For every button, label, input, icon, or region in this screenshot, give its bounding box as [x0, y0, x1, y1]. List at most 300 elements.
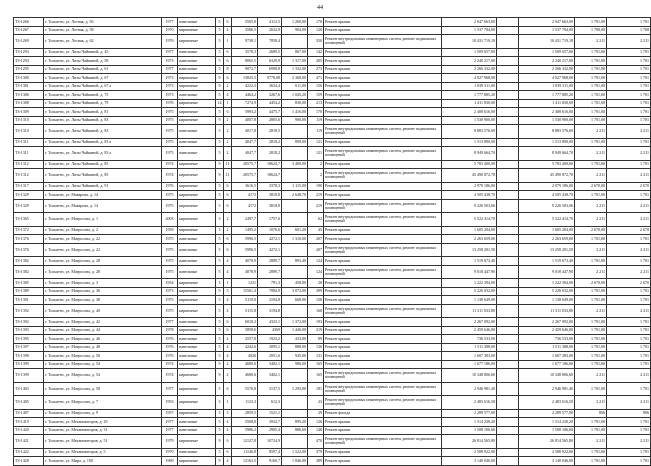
cell-wall-material: кирпичные — [178, 191, 216, 200]
cell-row-id: ТЗ-1365 — [14, 213, 44, 227]
cell-address: г. Тольятти, ул. Лизы Чайкиной, д. 85 — [44, 160, 162, 169]
cell-wall-material: кирпичные — [178, 457, 216, 466]
cell-owners-cost: 4 027 968,00 — [519, 74, 575, 83]
cell-living-area: 2985,4 — [258, 426, 282, 435]
cell-work-type: Ремонт крыши — [324, 426, 442, 435]
cell-roof-area — [282, 147, 308, 161]
cell-wall-material: панельные — [178, 48, 216, 57]
cell-unit-cost: 1 701,00 — [575, 382, 607, 396]
cell-total-area: 4017,8 — [232, 125, 258, 139]
cell-row-id: ТЗ-1428 — [14, 457, 44, 466]
cell-row-id: ТЗ-1420 — [14, 426, 44, 435]
cell-owners-cost: 45 490 872,78 — [519, 169, 575, 183]
cell-address: г. Тольятти, ул. Матросова, д. 22 — [44, 243, 162, 257]
cell-living-area: 3402,1 — [258, 360, 282, 369]
cell-row-id: ТЗ-1385 — [14, 279, 44, 288]
cell-owners-cost: 1 039 311,00 — [519, 82, 575, 91]
cell-work-type: Ремонт крыши — [324, 448, 442, 457]
cell-row-id: ТЗ-1306 — [14, 91, 44, 100]
cell-owners-cost: 2 979 186,00 — [519, 182, 575, 191]
cell-wall-material: кирпичные — [178, 435, 216, 449]
cell-total-area: 9072,7 — [232, 65, 258, 74]
cell-floors: 5 — [216, 426, 224, 435]
cell-unit-cost: 1 701,00 — [575, 48, 607, 57]
cell-living-area: 7084,9 — [258, 287, 282, 296]
cell-work-type: Ремонт крыши — [324, 82, 442, 91]
cell-floors: 9 — [216, 116, 224, 125]
table-row — [14, 99, 651, 108]
cell-build-year: 1975 — [162, 243, 178, 257]
cell-wall-material: кирпичные — [178, 279, 216, 288]
cell-address: г. Тольятти, ул. Механизаторов, д. 51 — [44, 435, 162, 449]
cell-unit-cost: 1 700,00 — [575, 26, 607, 35]
cell-wall-material: кирпичные — [178, 213, 216, 227]
cell-roof-area: 830,00 — [282, 99, 308, 108]
cell-fund-cost — [497, 418, 519, 427]
cell-owners-cost: 2 408 616,00 — [519, 108, 575, 117]
cell-total-cost: 2 240 217,00 — [442, 57, 497, 66]
cell-unit-cost: 2 211 — [575, 213, 607, 227]
cell-living-area: 3378,3 — [258, 182, 282, 191]
cell-owners-cost: 2 289 577,00 — [519, 409, 575, 418]
cell-roof-area: 895,20 — [282, 418, 308, 427]
table-row — [14, 352, 651, 361]
cell-fund-cost — [497, 82, 519, 91]
cell-wall-material: панельные — [178, 147, 216, 161]
cell-wall-material: кирпичные — [178, 116, 216, 125]
cell-max-unit-cost: 1 701 — [607, 360, 651, 369]
table-row — [14, 226, 651, 235]
cell-residents: 136 — [308, 343, 324, 352]
cell-entrances: 6 — [224, 435, 232, 449]
table-row — [14, 457, 651, 466]
cell-owners-cost: 9 018 447,90 — [519, 265, 575, 279]
cell-work-type: Ремонт крыши — [324, 26, 442, 35]
cell-total-cost: 45 490 872,78 — [442, 169, 497, 183]
cell-entrances: 11 — [224, 169, 232, 183]
cell-unit-cost: 1 701,00 — [575, 138, 607, 147]
cell-address: г. Тольятти, ул. Лизы Чайкиной, д. 79 — [44, 99, 162, 108]
cell-floors: 9 — [216, 82, 224, 91]
cell-max-unit-cost: 1 701 — [607, 191, 651, 200]
cell-living-area: 2689,5 — [258, 48, 282, 57]
cell-work-type: Ремонт крыши — [324, 352, 442, 361]
cell-total-area: 6010,2 — [232, 318, 258, 327]
cell-total-area: 12163,5 — [232, 457, 258, 466]
cell-build-year: 1975 — [162, 138, 178, 147]
cell-fund-cost — [497, 457, 519, 466]
cell-row-id: ТЗ-1399 — [14, 360, 44, 369]
cell-max-unit-cost: 806 — [607, 409, 651, 418]
cell-address: г. Тольятти, ул. Матросова, д. 44 — [44, 326, 162, 335]
cell-roof-area: 601,20 — [282, 226, 308, 235]
table-row — [14, 418, 651, 427]
table-row — [14, 287, 651, 296]
cell-work-type: Ремонт крыши — [324, 279, 442, 288]
cell-build-year: 1975 — [162, 199, 178, 213]
cell-wall-material: панельные — [178, 91, 216, 100]
cell-total-cost: 1 509 657,00 — [442, 48, 497, 57]
cell-total-cost: 2 047 663,00 — [442, 18, 497, 27]
cell-fund-cost — [497, 91, 519, 100]
cell-address: г. Тольятти, ул. Лизы Чайкиной, д. 81 — [44, 108, 162, 117]
cell-floors: 5 — [216, 138, 224, 147]
cell-unit-cost: 2 670,00 — [575, 182, 607, 191]
cell-roof-area — [282, 265, 308, 279]
cell-wall-material: кирпичные — [178, 182, 216, 191]
cell-residents: 124 — [308, 265, 324, 279]
cell-unit-cost: 2 211 — [575, 169, 607, 183]
cell-floors: 5 — [216, 125, 224, 139]
cell-max-unit-cost: 1 701 — [607, 160, 651, 169]
cell-wall-material: панельные — [178, 426, 216, 435]
cell-living-area: 2805,6 — [258, 116, 282, 125]
cell-owners-cost: 1 605 204,00 — [519, 226, 575, 235]
cell-total-cost: 2 408 616,00 — [442, 108, 497, 117]
cell-fund-cost — [497, 147, 519, 161]
cell-work-type: Ремонт крыши — [324, 335, 442, 344]
cell-address: г. Тольятти, ул. Лизы Чайкиной, д. 75 — [44, 91, 162, 100]
cell-entrances: 4 — [224, 257, 232, 266]
cell-address: г. Тольятти, ул. Лизы Чайкиной, д. 67 — [44, 74, 162, 83]
cell-residents: 205 — [308, 57, 324, 66]
cell-floors: 9 — [216, 160, 224, 169]
cell-work-type: Ремонт внутридомовых инженерных систем, ремонт подвальных помещений — [324, 382, 442, 396]
cell-wall-material: кирпичные — [178, 169, 216, 183]
cell-owners-cost: 1 777 885,20 — [519, 91, 575, 100]
cell-living-area: 1076,6 — [258, 226, 282, 235]
cell-fund-cost — [497, 369, 519, 383]
cell-owners-cost: 2 266 332,00 — [519, 65, 575, 74]
cell-entrances: 6 — [224, 18, 232, 27]
cell-max-unit-cost: 2 670 — [607, 279, 651, 288]
cell-row-id: ТЗ-1312 — [14, 160, 44, 169]
cell-roof-area: 1 332,00 — [282, 65, 308, 74]
cell-total-cost: 1 222 394,00 — [442, 279, 497, 288]
cell-total-cost: 5 522 414,70 — [442, 213, 497, 227]
cell-roof-area: 1 416,00 — [282, 108, 308, 117]
cell-unit-cost: 1 701,00 — [575, 335, 607, 344]
cell-entrances: 1 — [224, 99, 232, 108]
cell-living-area: 4323,1 — [258, 318, 282, 327]
cell-floors: 9 — [216, 369, 224, 383]
cell-entrances: 2 — [224, 125, 232, 139]
cell-total-area: 1231 — [232, 279, 258, 288]
cell-wall-material: панельные — [178, 318, 216, 327]
cell-residents: 389 — [308, 457, 324, 466]
cell-roof-area: 1 293,00 — [282, 382, 308, 396]
cell-total-cost: 1 039 311,00 — [442, 82, 497, 91]
cell-living-area: 3137,5 — [258, 382, 282, 396]
cell-fund-cost — [497, 18, 519, 27]
cell-address: г. Тольятти, ул. Лизы Чайкиной, д. 83 а — [44, 147, 162, 161]
cell-residents: 126 — [308, 418, 324, 427]
cell-max-unit-cost: 1 701 — [607, 457, 651, 466]
cell-residents: 142 — [308, 48, 324, 57]
cell-residents: 219 — [308, 199, 324, 213]
cell-row-id: ТЗ-1295 — [14, 65, 44, 74]
cell-wall-material: кирпичные — [178, 382, 216, 396]
cell-build-year: 1977 — [162, 426, 178, 435]
cell-entrances: 4 — [224, 26, 232, 35]
cell-row-id: ТЗ-1329 — [14, 199, 44, 213]
cell-floors: 14 — [216, 99, 224, 108]
cell-row-id: ТЗ-1421 — [14, 435, 44, 449]
cell-total-area: 15561,4 — [232, 287, 258, 296]
cell-address: г. Тольятти, ул. Матросова, д. 38 — [44, 296, 162, 305]
cell-total-cost: 1 138 649,00 — [442, 296, 497, 305]
cell-living-area: 791,3 — [258, 279, 282, 288]
cell-work-type: Ремонт крыши — [324, 57, 442, 66]
cell-work-type: Ремонт крыши — [324, 18, 442, 27]
cell-work-type: Ремонт внутридомовых инженерных систем, ремонт подвальных помещений — [324, 199, 442, 213]
cell-total-cost: 1 514 230,20 — [442, 418, 497, 427]
cell-owners-cost: 5 522 414,70 — [519, 213, 575, 227]
cell-owners-cost: 1 537 704,00 — [519, 26, 575, 35]
cell-unit-cost: 2 211 — [575, 147, 607, 161]
cell-address: г. Тольятти, ул. Матросова, д. 36 — [44, 287, 162, 296]
cell-max-unit-cost: 1 701 — [607, 82, 651, 91]
cell-roof-area: 1 317,00 — [282, 57, 308, 66]
cell-floors: 9 — [216, 169, 224, 183]
cell-fund-cost — [497, 396, 519, 410]
cell-total-cost: 2 483 616,50 — [442, 396, 497, 410]
cell-unit-cost: 1 701,00 — [575, 326, 607, 335]
cell-max-unit-cost: 2 211 — [607, 35, 651, 49]
cell-total-cost: 10 431 719,18 — [442, 35, 497, 49]
cell-floors: 5 — [216, 48, 224, 57]
cell-row-id: ТЗ-1294 — [14, 57, 44, 66]
cell-max-unit-cost: 1 701 — [607, 352, 651, 361]
cell-owners-cost: 2 267 092,00 — [519, 318, 575, 327]
table-row — [14, 382, 651, 396]
cell-unit-cost: 1 701,00 — [575, 18, 607, 27]
cell-floors: 3 — [216, 226, 224, 235]
cell-wall-material: кирпичные — [178, 326, 216, 335]
cell-fund-cost — [497, 257, 519, 266]
cell-roof-area: 888,00 — [282, 343, 308, 352]
cell-total-area: 5996,5 — [232, 243, 258, 257]
cell-address: г. Тольятти, ул. Механизаторов, д. 31 — [44, 426, 162, 435]
cell-wall-material: панельные — [178, 125, 216, 139]
table-row — [14, 296, 651, 305]
cell-residents: 379 — [308, 448, 324, 457]
cell-residents: 158 — [308, 296, 324, 305]
cell-unit-cost: 1 701,00 — [575, 82, 607, 91]
cell-residents: 119 — [308, 116, 324, 125]
cell-roof-area: 893,40 — [282, 257, 308, 266]
cell-owners-cost: 1 411 830,00 — [519, 99, 575, 108]
cell-living-area: 2951,6 — [258, 352, 282, 361]
cell-wall-material: панельные — [178, 235, 216, 244]
cell-owners-cost: 3 140 046,00 — [519, 457, 575, 466]
cell-living-area: 8597,4 — [258, 448, 282, 457]
cell-total-cost: 736 533,00 — [442, 335, 497, 344]
cell-build-year: 1973 — [162, 57, 178, 66]
cell-living-area: 3267,6 — [258, 91, 282, 100]
cell-roof-area — [282, 304, 308, 318]
cell-wall-material: панельные — [178, 418, 216, 427]
cell-total-area: 1123,3 — [232, 396, 258, 410]
cell-build-year: 1979 — [162, 435, 178, 449]
cell-wall-material: кирпичные — [178, 160, 216, 169]
cell-owners-cost: 2 240 217,00 — [519, 57, 575, 66]
cell-total-area: 4172 — [232, 199, 258, 213]
cell-owners-cost: 10 431 719,18 — [519, 35, 575, 49]
cell-max-unit-cost: 1 701 — [607, 257, 651, 266]
cell-max-unit-cost: 1 701 — [607, 448, 651, 457]
cell-roof-area: 458,00 — [282, 279, 308, 288]
cell-entrances: 6 — [224, 243, 232, 257]
cell-build-year: 1975 — [162, 296, 178, 305]
cell-fund-cost — [497, 243, 519, 257]
cell-fund-cost — [497, 191, 519, 200]
cell-fund-cost — [497, 426, 519, 435]
cell-residents: 131 — [308, 352, 324, 361]
cell-total-area: 4026 — [232, 352, 258, 361]
cell-work-type: Ремонт крыши — [324, 235, 442, 244]
cell-total-area: 4078,9 — [232, 257, 258, 266]
cell-build-year: 1973 — [162, 287, 178, 296]
cell-owners-cost: 9 226 503,06 — [519, 199, 575, 213]
cell-total-cost: 2 263 659,00 — [442, 235, 497, 244]
cell-row-id: ТЗ-1269 — [14, 35, 44, 49]
cell-total-area: 8065,5 — [232, 57, 258, 66]
cell-total-cost: 1 511 388,00 — [442, 343, 497, 352]
cell-roof-area: 3 400,00 — [282, 160, 308, 169]
cell-address: г. Тольятти, ул. Лизы Чайкиной, д. 91 — [44, 182, 162, 191]
cell-row-id: ТЗ-1403 — [14, 382, 44, 396]
cell-unit-cost: 2 211 — [575, 35, 607, 49]
table-row — [14, 199, 651, 213]
cell-entrances: 3 — [224, 409, 232, 418]
cell-floors: 5 — [216, 326, 224, 335]
cell-floors: 9 — [216, 287, 224, 296]
cell-entrances: 2 — [224, 138, 232, 147]
cell-max-unit-cost: 2 211 — [607, 396, 651, 410]
cell-row-id: ТЗ-1392 — [14, 318, 44, 327]
cell-build-year: 1977 — [162, 65, 178, 74]
cell-residents: 350 — [308, 35, 324, 49]
cell-address: г. Тольятти, ул. Лизы Чайкиной, д. 61 — [44, 65, 162, 74]
cell-owners-cost: 2 588 922,00 — [519, 448, 575, 457]
cell-owners-cost: 1 511 388,00 — [519, 343, 575, 352]
cell-living-area: 6329,9 — [258, 57, 282, 66]
cell-owners-cost: 2 483 616,50 — [519, 396, 575, 410]
cell-total-area: 5986,2 — [232, 426, 258, 435]
cell-row-id: ТЗ-1310 — [14, 116, 44, 125]
cell-total-area: 20575,7 — [232, 169, 258, 183]
cell-wall-material: кирпичные — [178, 74, 216, 83]
cell-owners-cost: 1 138 649,00 — [519, 296, 575, 305]
cell-address: г. Тольятти, ул. Лизы Чайкиной, д. 83 — [44, 116, 162, 125]
cell-floors: 5 — [216, 91, 224, 100]
cell-floors: 3 — [216, 279, 224, 288]
cell-entrances: 6 — [224, 57, 232, 66]
cell-work-type: Ремонт крыши — [324, 287, 442, 296]
cell-max-unit-cost: 2 211 — [607, 304, 651, 318]
cell-wall-material: панельные — [178, 352, 216, 361]
cell-total-area: 5508,8 — [232, 418, 258, 427]
cell-total-area: 11146,8 — [232, 448, 258, 457]
cell-wall-material: кирпичные — [178, 296, 216, 305]
cell-living-area: 3818,8 — [258, 191, 282, 200]
cell-owners-cost: 8 949 664,70 — [519, 147, 575, 161]
cell-work-type: Ремонт крыши — [324, 182, 442, 191]
cell-entrances: 11 — [224, 160, 232, 169]
cell-residents: 121 — [308, 147, 324, 161]
cell-build-year: 1975 — [162, 304, 178, 318]
cell-total-cost: 1 607 383,00 — [442, 352, 497, 361]
cell-floors: 5 — [216, 182, 224, 191]
cell-total-area: 4680,6 — [232, 369, 258, 383]
cell-living-area: 4112,5 — [258, 18, 282, 27]
cell-entrances: 6 — [224, 74, 232, 83]
cell-roof-area: 1 372,00 — [282, 318, 308, 327]
cell-entrances: 4 — [224, 296, 232, 305]
table-row — [14, 243, 651, 257]
cell-roof-area: 1 522,00 — [282, 448, 308, 457]
cell-fund-cost — [497, 57, 519, 66]
cell-roof-area — [282, 243, 308, 257]
cell-total-cost: 11 311 033,80 — [442, 304, 497, 318]
table-row — [14, 426, 651, 435]
cell-max-unit-cost: 1 701 — [607, 91, 651, 100]
cell-work-type: Ремонт крыши — [324, 296, 442, 305]
cell-unit-cost: 1 701,00 — [575, 287, 607, 296]
cell-roof-area — [282, 199, 308, 213]
cell-fund-cost — [497, 296, 519, 305]
cell-owners-cost: 736 533,00 — [519, 335, 575, 344]
cell-total-cost: 1 777 885,20 — [442, 91, 497, 100]
cell-row-id: ТЗ-1398 — [14, 352, 44, 361]
cell-work-type: Ремонт крыши — [324, 99, 442, 108]
cell-total-cost: 13 258 201,50 — [442, 243, 497, 257]
cell-living-area: 4272,1 — [258, 235, 282, 244]
cell-living-area: 612,3 — [258, 396, 282, 410]
cell-row-id: ТЗ-1372 — [14, 226, 44, 235]
cell-build-year: 1973 — [162, 91, 178, 100]
cell-work-type: Ремонт внутридомовых инженерных систем, ремонт подвальных помещений — [324, 265, 442, 279]
cell-residents: 121 — [308, 138, 324, 147]
cell-row-id: ТЗ-1382 — [14, 265, 44, 279]
cell-total-cost: 1 411 830,00 — [442, 99, 497, 108]
cell-residents: 207 — [308, 235, 324, 244]
cell-living-area: 9778,08 — [258, 74, 282, 83]
cell-total-area: 5115,8 — [232, 304, 258, 318]
cell-residents: 170 — [308, 108, 324, 117]
cell-build-year: 1974 — [162, 360, 178, 369]
cell-work-type: Ремонт внутридомовых инженерных систем, ремонт подвальных помещений — [324, 169, 442, 183]
cell-residents: 29 — [308, 409, 324, 418]
cell-total-area: 4047,7 — [232, 138, 258, 147]
cell-fund-cost — [497, 74, 519, 83]
cell-floors: 5 — [216, 35, 224, 49]
cell-floors: 5 — [216, 65, 224, 74]
table-row — [14, 169, 651, 183]
cell-row-id: ТЗ-1399 — [14, 369, 44, 383]
cell-total-cost: 5 226 032,00 — [442, 287, 497, 296]
cell-roof-area: 1 446,00 — [282, 326, 308, 335]
cell-total-area: 4242,6 — [232, 343, 258, 352]
cell-max-unit-cost: 1 701 — [607, 326, 651, 335]
cell-total-cost: 26 814 565,80 — [442, 435, 497, 449]
cell-roof-area: 433,00 — [282, 335, 308, 344]
cell-residents: 181 — [308, 382, 324, 396]
cell-total-cost: 9 226 503,06 — [442, 199, 497, 213]
cell-wall-material: панельные — [178, 343, 216, 352]
cell-entrances: 2 — [224, 226, 232, 235]
